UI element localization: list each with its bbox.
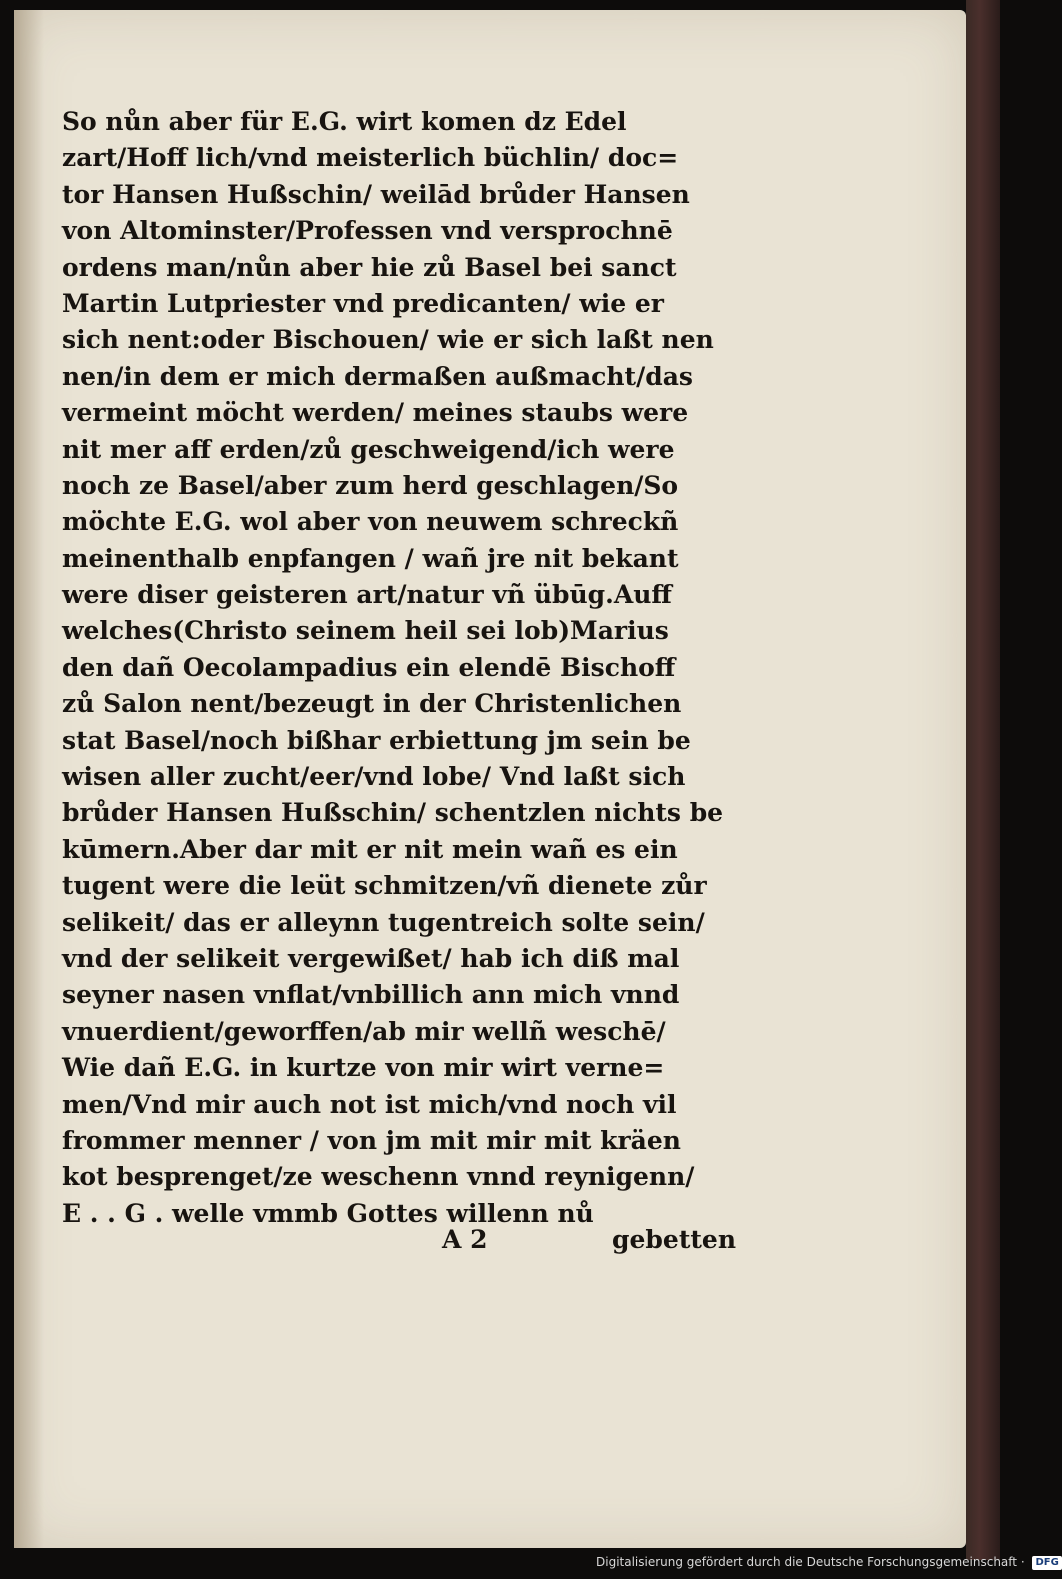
text-line: den dañ Oecolampadius ein elendē Bischoff bbox=[62, 652, 676, 682]
page-footer bbox=[62, 1225, 742, 1261]
page-binding-shadow bbox=[14, 10, 44, 1548]
text-line: selikeit/ das er alleynn tugentreich solte sein/ bbox=[62, 907, 705, 937]
text-line: vnd der selikeit vergewißet/ hab ich diß mal bbox=[62, 943, 680, 973]
text-line: wisen aller zucht/eer/vnd lobe/ Vnd laßt sich bbox=[62, 762, 686, 792]
text-line: nen/in dem er mich dermaßen außmacht/das bbox=[62, 361, 693, 391]
credit-text: Digitalisierung gefördert durch die Deutsche Forschungsgemeinschaft · bbox=[596, 1555, 1025, 1569]
text-line: noch ze Basel/aber zum herd geschlagen/So bbox=[62, 470, 679, 500]
text-line: möchte E.G. wol aber von neuwem schreckñ bbox=[62, 507, 679, 537]
text-line: frommer menner / von jm mit mir mit kräen bbox=[62, 1125, 681, 1155]
text-line: stat Basel/noch bißhar erbiettung jm sein be bbox=[62, 725, 691, 755]
text-line: zart/Hoff lich/vnd meisterlich büchlin/ doc= bbox=[62, 143, 679, 173]
text-line: E . . G . welle vmmb Gottes willenn nů bbox=[62, 1198, 594, 1228]
page-text bbox=[62, 104, 742, 1232]
text-line: were diser geisteren art/natur vñ übūg.Auff bbox=[62, 580, 672, 610]
text-line: brůder Hansen Hußschin/ schentzlen nichts be bbox=[62, 798, 724, 828]
text-line: welches(Christo seinem heil sei lob)Marius bbox=[62, 616, 669, 646]
dfg-logo: DFG bbox=[1032, 1556, 1061, 1570]
text-line: vnuerdient/geworffen/ab mir wellñ weschē/ bbox=[62, 1016, 666, 1046]
text-line: ordens man/nůn aber hie zů Basel bei sanct bbox=[62, 252, 677, 282]
catchword: gebetten bbox=[612, 1225, 736, 1254]
text-line: kot besprenget/ze weschenn vnnd reynigenn/ bbox=[62, 1162, 695, 1192]
text-line: von Altominster/Professen vnd versprochnē bbox=[62, 216, 673, 246]
signature-mark: A 2 bbox=[442, 1225, 488, 1254]
text-line: kūmern.Aber dar mit er nit mein wañ es ein bbox=[62, 834, 678, 864]
text-line: men/Vnd mir auch not ist mich/vnd noch vil bbox=[62, 1089, 677, 1119]
book-edge bbox=[966, 0, 1000, 1560]
text-line: nit mer aff erden/zů geschweigend/ich were bbox=[62, 434, 675, 464]
text-line: Martin Lutpriester vnd predicanten/ wie er bbox=[62, 288, 664, 318]
text-line: tugent were die leüt schmitzen/vñ dienete zůr bbox=[62, 871, 707, 901]
text-line: tor Hansen Hußschin/ weilād brůder Hansen bbox=[62, 179, 690, 209]
text-line: seyner nasen vnflat/vnbillich ann mich vnnd bbox=[62, 980, 680, 1010]
text-line: sich nent:oder Bischouen/ wie er sich laßt nen bbox=[62, 325, 714, 355]
text-line: Wie dañ E.G. in kurtze von mir wirt verne= bbox=[62, 1053, 665, 1083]
text-line: So nůn aber für E.G. wirt komen dz Edel bbox=[62, 107, 627, 136]
text-line: vermeint möcht werden/ meines staubs were bbox=[62, 398, 689, 428]
text-line: meinenthalb enpfangen / wañ jre nit bekant bbox=[62, 543, 679, 573]
digitization-credit bbox=[596, 1553, 1062, 1571]
text-line: zů Salon nent/bezeugt in der Christenlichen bbox=[62, 689, 682, 719]
